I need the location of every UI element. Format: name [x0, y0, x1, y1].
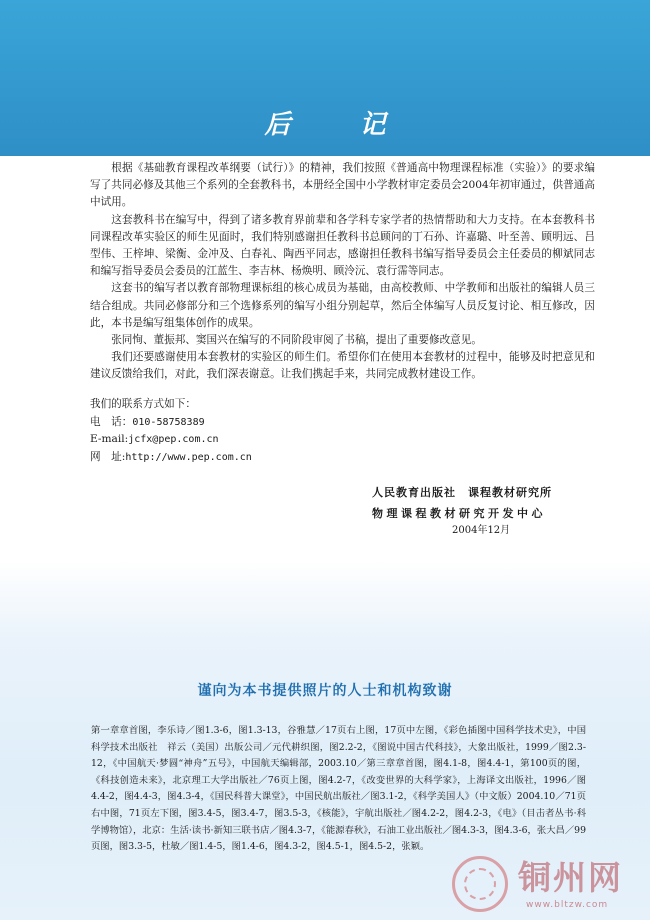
page-title: 后 记	[264, 110, 416, 140]
seal-inner-ring	[464, 868, 496, 900]
watermark-name: 铜州网	[518, 858, 623, 897]
contact-web-row	[90, 449, 252, 467]
signature-center: 物理课程教材研究开发中心	[372, 507, 546, 520]
watermark-url: www.bltzw.com	[526, 900, 609, 910]
paragraph-5: 我们还要感谢使用本套教材的实验区的师生们。希望你们在使用本套教材的过程中，能够及时把意见和建议反馈给我们，对此，我们深表谢意。让我们携起手来，共同完成教材建设工作。	[90, 351, 595, 381]
signature-publisher: 人民教育出版社 课程教材研究所	[372, 486, 552, 499]
phone-label: 电 话：	[90, 415, 133, 428]
paragraph-4: 张同恂、董振邦、窦国兴在编写的不同阶段审阅了书稿，提出了重要修改意见。	[111, 334, 482, 347]
web-link[interactable]: http://www.pep.com.cn	[125, 451, 252, 463]
contact-phone-row	[90, 414, 252, 432]
web-label: 网 址:	[90, 450, 126, 463]
watermark	[452, 852, 642, 916]
acknowledgement-title: 谨向为本书提供照片的人士和机构致谢	[197, 683, 453, 699]
paragraph-2: 这套教科书在编写中，得到了诸多教育界前辈和各学科专家学者的热情帮助和大力支持。在本套教科书同课程改革实验区的师生见面时，我们特别感谢担任教科书总顾问的丁石孙、许嘉璐、叶至善、顾明远、吕型伟、王梓坤、梁衡、金冲及、白春礼、陶西平同志，感谢担任教科书编写指导委员会主任委员的柳斌同志和编写指导委员会委员的江蓝生、李吉林、杨焕明、顾泠沅、袁行霈等同志。	[90, 213, 595, 278]
signature-block	[372, 482, 592, 538]
contact-block	[90, 396, 252, 466]
seal-logo-icon	[452, 856, 508, 912]
email-link[interactable]: jcfx@pep.com.cn	[128, 434, 219, 445]
phone-value: 010-58758389	[132, 416, 205, 428]
acknowledgement-text: 第一章章首图，李乐诗／图1.3-6，图1.3-13，谷雅慧／17页右上图，17页中左图，《彩色插图中国科学技术史》，中国科学技术出版社 祥云（美国）出版公司／元代耕织图，图2.2-2，《图说中国古代科技》，大象出版社，1999／图2.3-12，《中国航天·梦圆“神舟”五号》，中国航天编辑部，2003.10／第三章章首图，图4.1-8，图4.4-1，第100页的图，《科技创造未来》，北京理工大学出版社／76页上图，图4.2-7，《改变世界的大科学家》，上海译文出版社，1996／图4.4-2，图4.4-3，图4.3-4，《国民科普大课堂》，中国民航出版社／图3.1-2，《科学美国人》（中文版）2004.10／71页右中图，71页左下图，图3.4-5，图3.4-7，图3.5-3，《核能》，宇航出版社／图4.2-2，图4.2-3，《电》（目击者丛书·科学博物馆），北京：生活·读书·新知三联书店／图4.3-7，《能源春秋》，石油工业出版社／图4.3-3，图4.3-6，张大昌／99页图，图3.3-5，杜敏／图1.4-5，图1.4-6，图4.3-2，图4.5-1，图4.5-2，张颖。	[91, 725, 586, 853]
contact-intro: 我们的联系方式如下：	[90, 398, 196, 410]
contact-email-row	[90, 431, 252, 449]
paragraph-1: 根据《基础教育课程改革纲要（试行）》的精神，我们按照《普通高中物理课程标准（实验）》的要求编写了共同必修及其他三个系列的全套教科书，本册经全国中小学教材审定委员会2004年初审通过，供普通高中试用。	[90, 162, 595, 209]
paragraph-3: 这套书的编写者以教育部物理课标组的核心成员为基础，由高校教师、中学教师和出版社的编辑人员三结合组成。共同必修部分和三个选修系列的编写小组分别起草，然后全体编写人员反复讨论、相互修改，因此，本书是编写组集体创作的成果。	[90, 282, 595, 329]
afterword-body	[90, 160, 595, 384]
header-band	[0, 0, 650, 156]
signature-date: 2004年12月	[452, 525, 511, 536]
email-label: E-mail:	[90, 433, 129, 445]
